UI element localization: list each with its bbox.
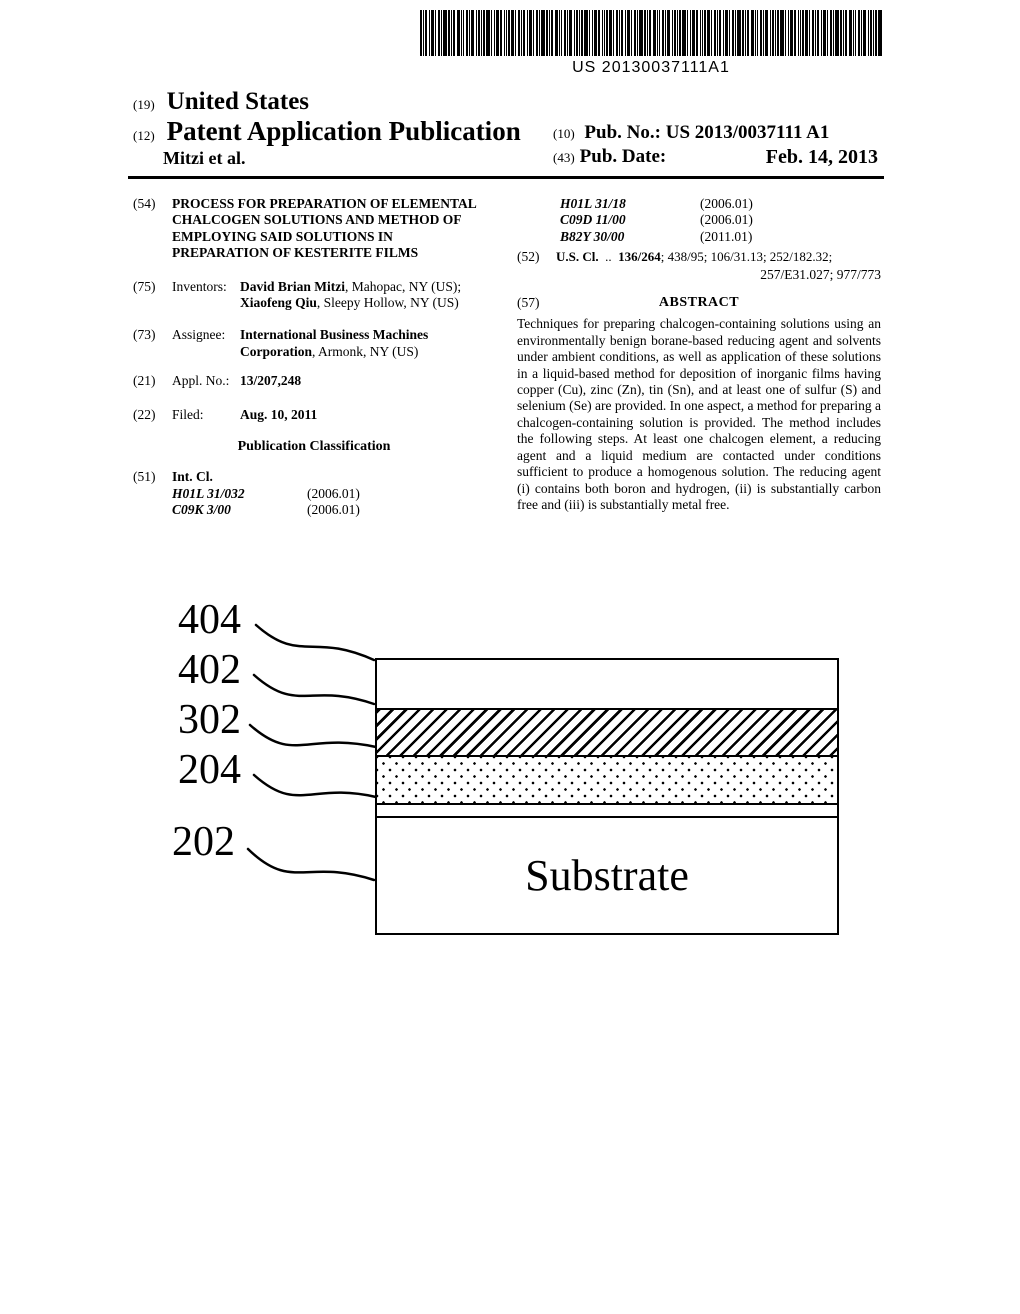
spacer (517, 212, 560, 228)
int-cl-entry (133, 486, 495, 502)
filed-field-tag: (22) (133, 406, 156, 422)
filed-value (240, 407, 495, 423)
int-cl-label-text: Int. Cl. (172, 469, 213, 485)
appl-field-tag: (21) (133, 373, 156, 389)
layer-stack (375, 658, 839, 935)
inventor-rest: , Mahopac, NY (US); (345, 278, 462, 294)
class-code: H01L 31/032 (172, 485, 245, 501)
figure-label-202: 202 (172, 819, 235, 865)
int-cl-entry (517, 196, 881, 212)
figure-label-404: 404 (178, 597, 241, 643)
substrate-label: Substrate (525, 851, 689, 900)
appl-value (240, 373, 495, 389)
us-cl-dots: .. (605, 249, 612, 265)
us-cl-rest: ; 438/95; 106/31.13; 252/182.32; (660, 249, 833, 265)
leader-line-204 (254, 775, 376, 797)
class-year: (2006.01) (700, 212, 753, 228)
leader-line-404 (256, 625, 374, 660)
filed-section (133, 407, 495, 423)
left-column (133, 196, 495, 519)
int-cl-entry (133, 502, 495, 518)
barcode-bar (878, 10, 882, 56)
us-cl-line (556, 249, 881, 265)
assignee-label: Assignee: (172, 327, 226, 343)
assignee-value (240, 327, 495, 360)
header-country-line (133, 88, 309, 116)
spacer (517, 196, 560, 212)
inventors-label: Inventors: (172, 278, 227, 294)
pub-date-tag: (43) (553, 150, 575, 165)
authors: Mitzi et al. (163, 148, 246, 168)
appl-number: 13/207,248 (240, 373, 302, 389)
assignee-rest: , Armonk, NY (US) (312, 343, 419, 359)
publication-classification-heading: Publication Classification (237, 439, 391, 455)
pub-type-tag: (12) (133, 128, 155, 143)
leader-line-302 (250, 725, 376, 747)
assignee-field-tag: (73) (133, 327, 156, 343)
abstract-heading-row (517, 295, 881, 311)
filed-date: Aug. 10, 2011 (240, 406, 318, 422)
int-cl-entry (517, 212, 881, 228)
us-cl-line2: 257/E31.027; 977/773 (760, 266, 881, 282)
class-year: (2006.01) (307, 502, 360, 518)
inventor-name: Xiaofeng Qiu (240, 295, 317, 311)
spacer (133, 502, 172, 518)
abstract-text: Techniques for preparing chalcogen-containing solutions using an environmentally benign borane-based reducing agent and solvents under ambient conditions, as well as application of these solutions in a liquid-based method for deposition of inorganic films having copper (Cu), zinc (Zn), tin (Sn), and at least one of sulfur (S) and selenium (Se) are provided. In one aspect, a method for preparing a chalcogen-containing solution is provided. The method includes the following steps. At least one chalcogen element, a reducing agent and a liquid medium are contacted under conditions sufficient to produce a homogenous solution. The reducing agent (i) contains both boron and hydrogen, (ii) is substantially carbon free and (iii) is substantially metal free. (517, 316, 881, 512)
pub-date-value: Feb. 14, 2013 (765, 146, 878, 168)
int-cl-tag: (51) (133, 469, 156, 485)
header-rule (128, 176, 884, 179)
patent-title: PROCESS FOR PREPARATION OF ELEMENTAL CHALCOGEN SOLUTIONS AND METHOD OF EMPLOYING SAID SOLUTIONS IN PREPARATION OF KESTERITE FILMS (172, 196, 477, 261)
class-year: (2006.01) (307, 485, 360, 501)
inventor-line (240, 295, 495, 311)
barcode-block (420, 10, 882, 77)
assignee-name: International Business Machines Corporation (240, 327, 429, 359)
us-cl-tag: (52) (517, 249, 540, 265)
figure-label-204: 204 (178, 747, 241, 793)
pub-no-tag: (10) (553, 126, 575, 141)
leader-line-202 (248, 849, 374, 880)
leader-line-402 (254, 675, 374, 704)
appl-label: Appl. No.: (172, 373, 230, 389)
layer-top-film (377, 660, 837, 708)
us-cl-label: U.S. Cl. (556, 249, 599, 265)
class-code: C09D 11/00 (560, 212, 626, 228)
abstract-tag: (57) (517, 295, 540, 311)
layer-hatched-film (377, 708, 837, 757)
us-cl-primary: 136/264 (618, 249, 661, 265)
pub-date-label: Pub. Date: (579, 146, 667, 167)
right-column (517, 196, 881, 513)
pub-date-left (553, 146, 666, 169)
inventors-value (240, 279, 495, 312)
spacer (133, 486, 172, 502)
figure-label-302: 302 (178, 697, 241, 743)
pub-date-line (553, 146, 878, 169)
assignee-section (133, 327, 495, 360)
pub-no-label: Pub. No.: (584, 122, 661, 143)
filed-label: Filed: (172, 406, 204, 422)
header-type-line (133, 116, 521, 147)
layer-dotted-film (377, 757, 837, 805)
inventor-line (240, 279, 495, 295)
spacer (517, 229, 560, 245)
class-year: (2011.01) (700, 228, 753, 244)
class-year: (2006.01) (700, 196, 753, 211)
class-code: H01L 31/18 (560, 196, 626, 211)
int-cl-label (172, 469, 495, 485)
publication-type: Patent Application Publication (166, 116, 521, 146)
class-code: C09K 3/00 (172, 502, 231, 518)
appl-no-section (133, 373, 495, 389)
pub-no-value: US 2013/0037111 A1 (665, 122, 830, 143)
country-name: United States (166, 88, 310, 115)
barcode-text: US 20130037111A1 (572, 59, 730, 76)
inventors-field-tag: (75) (133, 278, 156, 294)
inventor-rest: , Sleepy Hollow, NY (US) (316, 295, 459, 311)
int-cl-entry (517, 229, 881, 245)
int-cl-section (133, 469, 495, 485)
country-tag: (19) (133, 97, 155, 112)
title-field-tag: (54) (133, 196, 156, 211)
inventors-section (133, 279, 495, 312)
abstract-heading: ABSTRACT (658, 295, 740, 311)
pub-no-line (553, 122, 829, 144)
barcode (420, 10, 882, 56)
us-cl-section (517, 249, 881, 265)
class-code: B82Y 30/00 (560, 228, 625, 244)
substrate-layer (377, 818, 837, 933)
inventor-name: David Brian Mitzi (240, 278, 345, 294)
layer-thin-film (377, 805, 837, 818)
figure-label-402: 402 (178, 647, 241, 693)
